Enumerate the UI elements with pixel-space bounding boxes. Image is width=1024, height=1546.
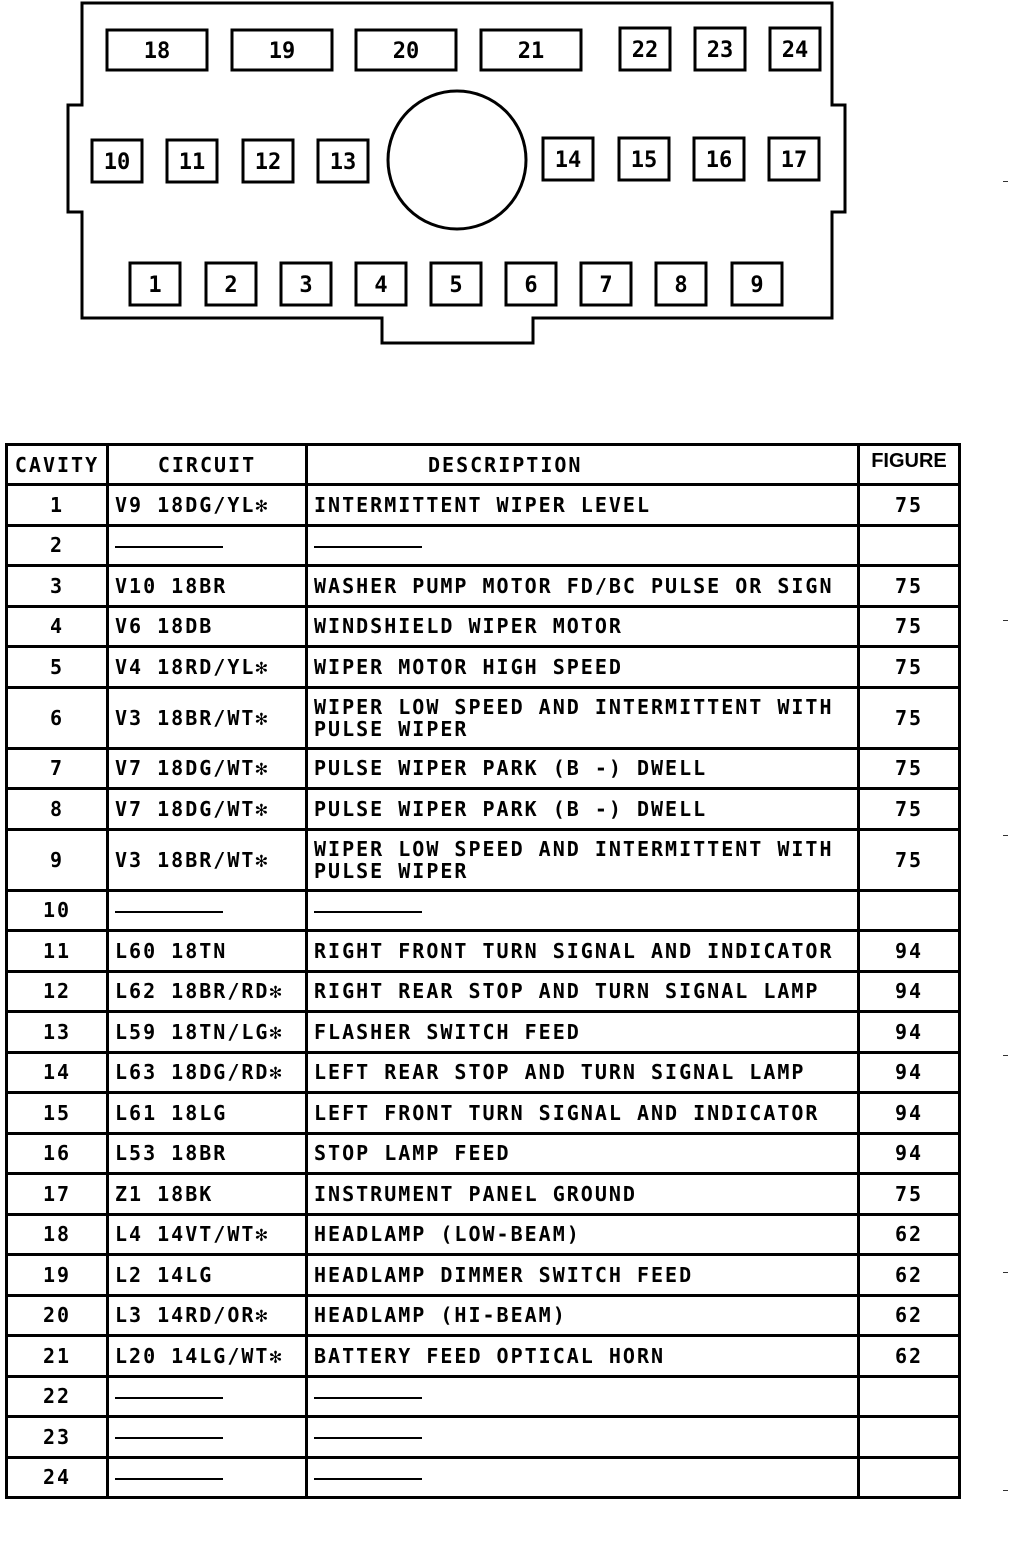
table-row — [7, 1093, 960, 1134]
cell-cavity: 1 — [7, 485, 108, 526]
cavity-5 — [431, 263, 481, 305]
empty-dash — [115, 1397, 223, 1399]
cavity-number: 12 — [254, 150, 282, 175]
table-row — [7, 1133, 960, 1174]
cell-cavity: 20 — [7, 1295, 108, 1336]
header-figure: FIGURE — [859, 445, 960, 485]
cell-description: WIPER MOTOR HIGH SPEED — [307, 647, 859, 688]
cavity-number: 14 — [554, 148, 582, 173]
cell-circuit — [108, 1376, 307, 1417]
cell-figure — [859, 1376, 960, 1417]
cell-circuit: V7 18DG/WT✻ — [108, 789, 307, 830]
connector-diagram — [0, 0, 1024, 400]
cell-cavity: 21 — [7, 1336, 108, 1377]
margin-mark — [1003, 1272, 1008, 1273]
cell-circuit: Z1 18BK — [108, 1174, 307, 1215]
cell-cavity: 14 — [7, 1052, 108, 1093]
cell-circuit: L61 18LG — [108, 1093, 307, 1134]
table-row — [7, 1376, 960, 1417]
table-row — [7, 1174, 960, 1215]
margin-mark — [1003, 181, 1008, 182]
cell-figure: 75 — [859, 687, 960, 748]
cavity-21 — [481, 30, 581, 70]
table-row — [7, 971, 960, 1012]
cavity-number: 4 — [374, 273, 388, 298]
cell-figure: 75 — [859, 606, 960, 647]
cavity-2 — [206, 263, 256, 305]
cell-circuit: V3 18BR/WT✻ — [108, 687, 307, 748]
cell-circuit: L62 18BR/RD✻ — [108, 971, 307, 1012]
cavity-number: 20 — [392, 39, 420, 64]
empty-dash — [115, 911, 223, 913]
table-row — [7, 748, 960, 789]
cell-cavity: 15 — [7, 1093, 108, 1134]
cavity-10 — [92, 140, 142, 182]
table-row — [7, 1214, 960, 1255]
table-row — [7, 566, 960, 607]
table-row — [7, 931, 960, 972]
cell-description: RIGHT FRONT TURN SIGNAL AND INDICATOR — [307, 931, 859, 972]
cell-figure: 94 — [859, 1052, 960, 1093]
cavity-number: 11 — [178, 150, 206, 175]
header-description: DESCRIPTION — [307, 445, 859, 485]
cell-circuit: L4 14VT/WT✻ — [108, 1214, 307, 1255]
cell-circuit: L60 18TN — [108, 931, 307, 972]
table-row — [7, 829, 960, 890]
cell-circuit: V7 18DG/WT✻ — [108, 748, 307, 789]
empty-dash — [314, 546, 422, 548]
cavity-8 — [656, 263, 706, 305]
cell-cavity: 17 — [7, 1174, 108, 1215]
table-row — [7, 1012, 960, 1053]
cavity-18 — [107, 30, 207, 70]
cell-description: RIGHT REAR STOP AND TURN SIGNAL LAMP — [307, 971, 859, 1012]
cavity-number: 10 — [103, 150, 131, 175]
cell-cavity: 6 — [7, 687, 108, 748]
empty-dash — [314, 911, 422, 913]
cell-description: FLASHER SWITCH FEED — [307, 1012, 859, 1053]
cell-figure: 94 — [859, 1012, 960, 1053]
table-row — [7, 1457, 960, 1498]
cell-cavity: 24 — [7, 1457, 108, 1498]
table-row — [7, 1052, 960, 1093]
cell-figure: 94 — [859, 1093, 960, 1134]
cell-cavity: 23 — [7, 1417, 108, 1458]
cavity-number: 19 — [268, 39, 296, 64]
cell-cavity: 12 — [7, 971, 108, 1012]
cell-circuit — [108, 1457, 307, 1498]
table-row — [7, 789, 960, 830]
cavity-24 — [770, 28, 820, 70]
cell-description — [307, 525, 859, 566]
cell-figure: 75 — [859, 1174, 960, 1215]
cell-circuit: V10 18BR — [108, 566, 307, 607]
cell-figure: 75 — [859, 485, 960, 526]
connector-center-hole — [388, 91, 526, 229]
cell-description: HEADLAMP (HI-BEAM) — [307, 1295, 859, 1336]
cavity-number: 15 — [630, 148, 658, 173]
cavity-19 — [232, 30, 332, 70]
cell-circuit — [108, 1417, 307, 1458]
cavity-number: 18 — [143, 39, 171, 64]
cavity-20 — [356, 30, 456, 70]
cell-figure: 75 — [859, 829, 960, 890]
cell-description: WIPER LOW SPEED AND INTERMITTENT WITH PULSE WIPER — [307, 829, 859, 890]
cell-figure: 75 — [859, 748, 960, 789]
cavity-number: 1 — [148, 273, 162, 298]
table-row — [7, 687, 960, 748]
cavity-number: 21 — [517, 39, 545, 64]
margin-mark — [1003, 835, 1008, 836]
cavity-number: 2 — [224, 273, 238, 298]
cell-description: WIPER LOW SPEED AND INTERMITTENT WITH PULSE WIPER — [307, 687, 859, 748]
cell-cavity: 5 — [7, 647, 108, 688]
cell-description — [307, 1417, 859, 1458]
cell-description: PULSE WIPER PARK (B -) DWELL — [307, 748, 859, 789]
table-row — [7, 1295, 960, 1336]
cell-figure: 94 — [859, 1133, 960, 1174]
header-cavity: CAVITY — [7, 445, 108, 485]
cell-circuit: L59 18TN/LG✻ — [108, 1012, 307, 1053]
cavity-number: 24 — [781, 38, 809, 63]
table-header-row — [7, 445, 960, 485]
cavity-number: 23 — [706, 38, 734, 63]
empty-dash — [314, 1437, 422, 1439]
margin-mark — [1003, 1055, 1008, 1056]
cell-circuit: L20 14LG/WT✻ — [108, 1336, 307, 1377]
cell-description — [307, 1457, 859, 1498]
cell-figure: 62 — [859, 1295, 960, 1336]
cavity-7 — [581, 263, 631, 305]
cavity-number: 16 — [705, 148, 733, 173]
table-body — [7, 485, 960, 1498]
cell-figure: 75 — [859, 566, 960, 607]
cell-circuit: L2 14LG — [108, 1255, 307, 1296]
table-row — [7, 1417, 960, 1458]
cavity-23 — [695, 28, 745, 70]
cell-cavity: 18 — [7, 1214, 108, 1255]
cell-circuit: V9 18DG/YL✻ — [108, 485, 307, 526]
cavity-16 — [694, 138, 744, 180]
cavity-3 — [281, 263, 331, 305]
cavity-number: 5 — [449, 273, 463, 298]
table-row — [7, 1336, 960, 1377]
cavity-number: 8 — [674, 273, 688, 298]
margin-mark — [1003, 1490, 1008, 1491]
cavity-number: 9 — [750, 273, 764, 298]
cell-figure — [859, 1457, 960, 1498]
cavity-number: 13 — [329, 150, 357, 175]
empty-dash — [115, 546, 223, 548]
cell-figure — [859, 525, 960, 566]
cavity-group — [92, 28, 820, 305]
cavity-14 — [543, 138, 593, 180]
cell-circuit — [108, 890, 307, 931]
cell-figure: 62 — [859, 1214, 960, 1255]
empty-dash — [314, 1397, 422, 1399]
cavity-13 — [318, 140, 368, 182]
cell-cavity: 4 — [7, 606, 108, 647]
cell-cavity: 8 — [7, 789, 108, 830]
header-circuit: CIRCUIT — [108, 445, 307, 485]
cavity-11 — [167, 140, 217, 182]
cell-figure: 94 — [859, 971, 960, 1012]
cavity-number: 6 — [524, 273, 538, 298]
cell-figure — [859, 890, 960, 931]
cell-cavity: 11 — [7, 931, 108, 972]
cavity-6 — [506, 263, 556, 305]
cell-description: STOP LAMP FEED — [307, 1133, 859, 1174]
cell-figure: 62 — [859, 1255, 960, 1296]
cavity-number: 3 — [299, 273, 313, 298]
cavity-number: 17 — [780, 148, 808, 173]
table-row — [7, 525, 960, 566]
cavity-15 — [619, 138, 669, 180]
cell-description: INSTRUMENT PANEL GROUND — [307, 1174, 859, 1215]
cell-cavity: 19 — [7, 1255, 108, 1296]
empty-dash — [115, 1437, 223, 1439]
cell-cavity: 3 — [7, 566, 108, 607]
cell-description: LEFT FRONT TURN SIGNAL AND INDICATOR — [307, 1093, 859, 1134]
cell-description — [307, 1376, 859, 1417]
cell-description: HEADLAMP DIMMER SWITCH FEED — [307, 1255, 859, 1296]
margin-mark — [1003, 620, 1008, 621]
cell-figure: 75 — [859, 647, 960, 688]
cavity-number: 22 — [631, 38, 659, 63]
cell-figure: 94 — [859, 931, 960, 972]
empty-dash — [314, 1478, 422, 1480]
cell-description: INTERMITTENT WIPER LEVEL — [307, 485, 859, 526]
cell-cavity: 9 — [7, 829, 108, 890]
cell-circuit: V3 18BR/WT✻ — [108, 829, 307, 890]
cell-description: WASHER PUMP MOTOR FD/BC PULSE OR SIGN — [307, 566, 859, 607]
cavity-22 — [620, 28, 670, 70]
pinout-table — [5, 443, 961, 1499]
empty-dash — [115, 1478, 223, 1480]
cavity-9 — [732, 263, 782, 305]
cell-circuit — [108, 525, 307, 566]
cell-description: HEADLAMP (LOW-BEAM) — [307, 1214, 859, 1255]
cell-cavity: 13 — [7, 1012, 108, 1053]
cavity-12 — [243, 140, 293, 182]
cell-cavity: 7 — [7, 748, 108, 789]
cell-description: PULSE WIPER PARK (B -) DWELL — [307, 789, 859, 830]
table-row — [7, 890, 960, 931]
cell-cavity: 10 — [7, 890, 108, 931]
cell-cavity: 16 — [7, 1133, 108, 1174]
table-row — [7, 485, 960, 526]
cell-circuit: L3 14RD/OR✻ — [108, 1295, 307, 1336]
cell-circuit: V6 18DB — [108, 606, 307, 647]
cavity-number: 7 — [599, 273, 613, 298]
cell-circuit: V4 18RD/YL✻ — [108, 647, 307, 688]
cell-circuit: L53 18BR — [108, 1133, 307, 1174]
cavity-1 — [130, 263, 180, 305]
cell-figure: 75 — [859, 789, 960, 830]
cell-cavity: 22 — [7, 1376, 108, 1417]
cell-circuit: L63 18DG/RD✻ — [108, 1052, 307, 1093]
cell-figure — [859, 1417, 960, 1458]
cavity-17 — [769, 138, 819, 180]
cell-description — [307, 890, 859, 931]
cavity-4 — [356, 263, 406, 305]
cell-description: BATTERY FEED OPTICAL HORN — [307, 1336, 859, 1377]
table-row — [7, 606, 960, 647]
cell-figure: 62 — [859, 1336, 960, 1377]
cell-cavity: 2 — [7, 525, 108, 566]
table-row — [7, 647, 960, 688]
table-row — [7, 1255, 960, 1296]
cell-description: WINDSHIELD WIPER MOTOR — [307, 606, 859, 647]
cell-description: LEFT REAR STOP AND TURN SIGNAL LAMP — [307, 1052, 859, 1093]
